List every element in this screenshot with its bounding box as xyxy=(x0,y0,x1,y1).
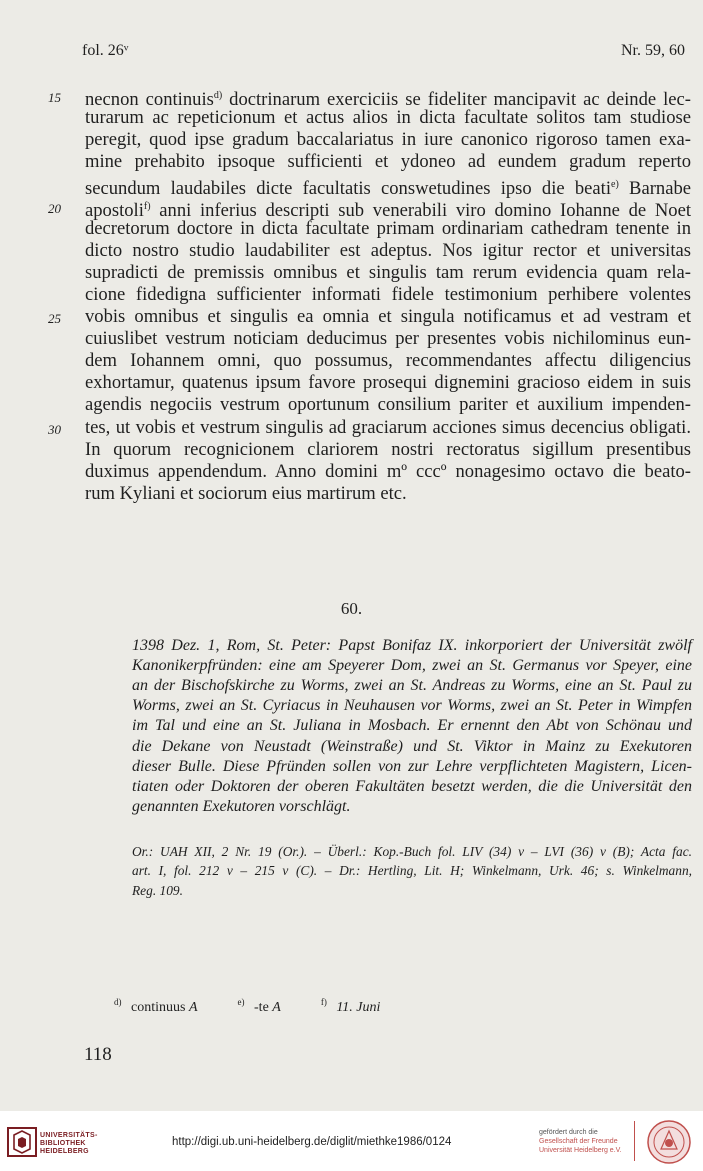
text-line xyxy=(85,395,691,417)
university-seal-icon xyxy=(646,1119,692,1165)
text-line xyxy=(48,86,691,111)
text-line xyxy=(85,440,691,462)
source-line: art. I, fol. 212 v – 215 v (C). – Dr.: Hertling, Lit. H; Winkelmann, Urk. 46; s. Winkelmann, xyxy=(132,863,692,879)
line-text: dem Iohannem omni, quo possumus, recommendantes affectu diligencius xyxy=(85,350,691,372)
number-header: Nr. 59, 60 xyxy=(621,42,685,59)
line-text: mine prehabito ipsoque sufficienti et ydoneo ad eundem gradum reperto xyxy=(85,151,691,173)
line-number: 30 xyxy=(48,421,61,437)
text-line xyxy=(48,416,691,440)
regest-line: die Dekane von Neustadt (Weinstraße) und St. Viktor in Mainz zu Exekutoren xyxy=(132,737,692,755)
document-number: 60. xyxy=(340,599,363,618)
library-logo-text: UNIVERSITÄTS- BIBLIOTHEK HEIDELBERG xyxy=(40,1132,98,1155)
digitization-footer xyxy=(0,1111,703,1171)
line-number: 20 xyxy=(48,200,61,216)
line-text: vobis omnibus et singulis ea omnia et singula notificamus et ad vestram et xyxy=(85,306,691,327)
line-text: In quorum recognicionem clariorem nostri rectoratus sigillum presentibus xyxy=(85,438,691,460)
text-line xyxy=(85,484,691,506)
footnote-siglum: 11. Juni xyxy=(336,999,381,1015)
sponsor-credit xyxy=(539,1128,622,1155)
folio-header: fol. 26ᵛ xyxy=(82,42,129,59)
page-number: 118 xyxy=(84,1044,112,1065)
line-text: decretorum doctore in dicta facultate primam ordinariam cathedram tenente in xyxy=(85,217,691,239)
footnote-siglum: A xyxy=(272,999,281,1015)
text-line xyxy=(48,197,691,221)
text-line xyxy=(85,219,691,241)
line-text: turarum ac repeticionum et actus alios in dicta facultate solitos tam studiose xyxy=(85,107,691,129)
footnote-apparatus xyxy=(114,997,420,1016)
line-text: cuiuslibet vestrum noticiam deducimus per presentes vobis nichilominus eun- xyxy=(85,328,691,350)
line-text: necnon continuis$^{d)}$ doctrinarum exerciciis se fideliter mancipavit ac deinde lec- xyxy=(85,89,691,111)
text-line xyxy=(85,285,691,307)
line-text: cione fidedigna sufficienter informati fidele testimonium perhibere volentes xyxy=(85,283,691,305)
text-line xyxy=(85,174,691,199)
footnote: $^{d)}$ continuus A xyxy=(114,997,198,1015)
line-number: 25 xyxy=(48,311,61,326)
regest-line: Kanonikerpfründen: eine am Speyerer Dom, zwei an St. Germanus vor Speyer, eine xyxy=(132,657,692,675)
regest-line: tiaten oder Doktoren der oberen Fakultäten besetzt werden, die die Universität den xyxy=(132,777,692,795)
footnote-marker: d) xyxy=(213,90,223,101)
text-line xyxy=(85,462,691,484)
footer-divider xyxy=(634,1121,635,1161)
footnote-marker: e) xyxy=(611,178,619,190)
footnote: $^{e)}$ -te A xyxy=(237,997,281,1015)
footnote-marker: f) xyxy=(143,200,151,212)
text-line xyxy=(85,108,691,130)
line-text: peregit, quod ipse gradum baccalariatus in iure canonico rigoroso tamen exa- xyxy=(85,129,691,151)
line-text: exhortamur, quatenus ipsum favore prosequi dignemini gracioso eidem in suis xyxy=(85,372,691,394)
line-text: duximus appendendum. Anno domini mº cccº nonagesimo octavo die beato- xyxy=(85,460,691,482)
sponsor-name-line1: Gesellschaft der Freunde xyxy=(539,1138,618,1145)
footnote xyxy=(320,997,387,1015)
regest-line: an der Bischofskirche zu Worms, zwei an St. Andreas zu Worms, eine an St. Paul zu xyxy=(132,677,692,695)
sponsor-name-line2: Universität Heidelberg e.V. xyxy=(539,1147,622,1154)
source-line: Reg. 109. xyxy=(132,882,183,898)
regest-line: im Tal und eine an St. Juliana in Mosbach. Er ernennt den Abt von Schönau und xyxy=(132,717,692,735)
permalink-url[interactable]: http://digi.ub.uni-heidelberg.de/diglit/miethke1986/0124 xyxy=(172,1136,452,1148)
line-text: apostoli$^{f)}$ anni inferius descripti sub venerabili viro domino Iohanne de Noet xyxy=(85,199,691,221)
footnote-mark: f) xyxy=(320,997,327,1007)
text-line xyxy=(85,241,691,263)
regest-line: 1398 Dez. 1, Rom, St. Peter: Papst Bonifaz IX. inkorporiert der Universität zwölf xyxy=(132,637,692,654)
footnote-siglum: A xyxy=(188,999,198,1015)
footnote-mark: d) xyxy=(114,997,122,1007)
text-line xyxy=(85,373,691,395)
line-text: secundum laudabiles dicte facultatis conswetudines ipso die beati$^{e)}$ Barnabe xyxy=(85,177,691,199)
regest-line: Worms, zwei an St. Cyriacus in Neuhausen vor Worms, zwei an St. Peter in Wimpfen xyxy=(132,697,692,715)
text-line xyxy=(85,263,691,285)
text-line xyxy=(85,329,691,351)
text-line xyxy=(85,152,691,174)
text-line xyxy=(85,130,691,152)
regest-line: dieser Bulle. Diese Pfründen sollen von zur Lehre verpflichteten Magistern, Licen- xyxy=(132,757,692,775)
regest-line: genannten Exekutoren vorschlägt. xyxy=(132,797,351,815)
source-line: Or.: UAH XII, 2 Nr. 19 (Or.). – Überl.: Kop.-Buch fol. LIV (34) v – LVI (36) v (B); Acta fac. xyxy=(132,844,692,859)
line-text: supradicti de premissis omnibus et singulis tam rerum evidencia quam rela- xyxy=(85,261,691,283)
line-text: agendis negociis vestrum oportunum consilium pariter et auxilium impenden- xyxy=(85,394,691,416)
text-line xyxy=(85,351,691,373)
sponsor-intro: gefördert durch die xyxy=(539,1129,598,1136)
line-text: dicto nostro studio laudabiliter est adeptus. Nos igitur rector et universitas xyxy=(85,239,691,261)
text-line xyxy=(48,306,691,329)
line-text: tes, ut vobis et vestrum singulis ad graciarum acciones simus decencius obligati. xyxy=(85,416,691,438)
footnote-mark: e) xyxy=(237,997,245,1007)
line-number: 15 xyxy=(48,90,61,105)
line-text: rum Kyliani et sociorum eius martirum etc. xyxy=(85,482,407,504)
library-logo-icon xyxy=(6,1125,38,1159)
